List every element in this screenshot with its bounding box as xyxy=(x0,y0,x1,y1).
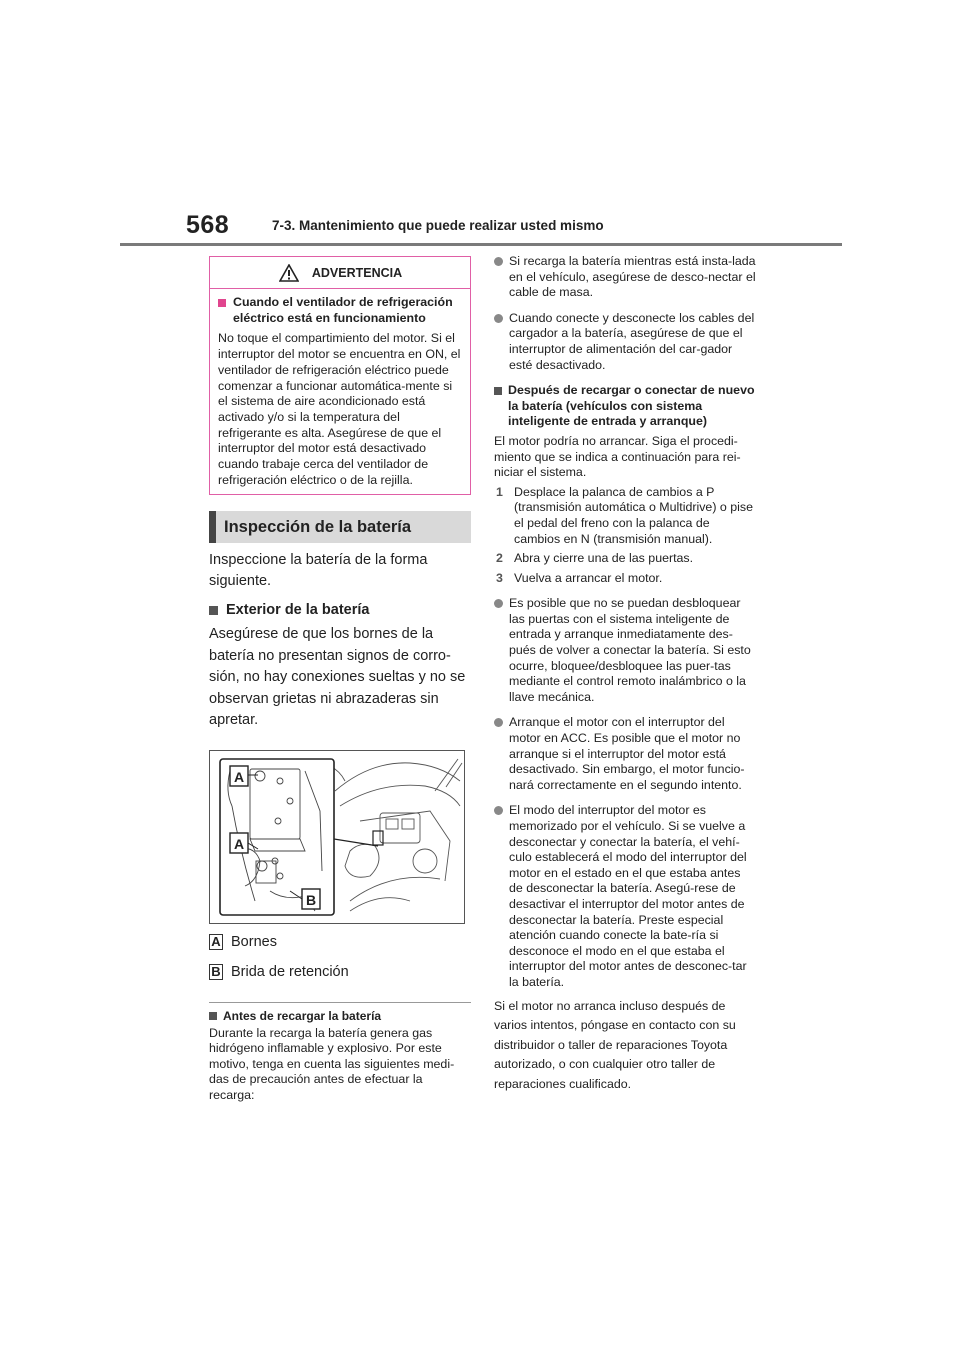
list-item: Si recarga la batería mientras está insta-lada en el vehículo, asegúrese de desco-nectar el cable de masa. xyxy=(494,254,756,301)
figure-label-a-bottom: A xyxy=(233,835,245,852)
figure-label-b: B xyxy=(305,891,317,908)
warning-triangle-icon xyxy=(278,263,300,283)
circle-bullet-icon xyxy=(494,806,503,815)
inspection-title: Inspección de la batería xyxy=(209,511,471,543)
after-recharge-text: El motor podría no arrancar. Siga el procedi-miento que se indica a continuación para rei-niciar el sistema. xyxy=(494,433,741,480)
after-recharge-heading: Después de recargar o conectar de nuevo la batería (vehículos con sistema inteligente de entrada y arranque) xyxy=(494,383,756,430)
circle-bullet-icon xyxy=(494,257,503,266)
warning-text: No toque el compartimiento del motor. Si el interruptor del motor se encuentra en ON, el ventilador de refrigeración eléctrico puede comenzar a funcionar automática-mente si el sistema de aire acondicionado está activado y/o si la temperatura del refrigerante es alta. Asegúrese de que el interruptor del motor está desactivado cuando trabaje cerca del ventilador de refrigeración eléctrico o de la rejilla. xyxy=(218,331,461,487)
list-item: Cuando conecte y desconecte los cables del cargador a la batería, asegúrese de que el interruptor de alimentación del car-gador esté desactivado. xyxy=(494,311,756,373)
section-title: 7-3. Mantenimiento que puede realizar usted mismo xyxy=(272,218,604,233)
legend-key: B xyxy=(209,964,223,980)
exterior-text: Asegúrese de que los bornes de la batería no presentan signos de corro-sión, no hay conexiones sueltas y no se observan grietas ni abrazaderas sin apretar. xyxy=(209,626,466,729)
legend-item xyxy=(209,934,471,950)
legend-label: Brida de retención xyxy=(231,963,349,980)
legend-label: Bornes xyxy=(231,933,277,950)
warning-body xyxy=(210,289,470,494)
square-bullet-icon xyxy=(494,387,502,395)
square-bullet-icon xyxy=(209,1012,217,1020)
recharge-text: Durante la recarga la batería genera gas hidrógeno inflamable y explosivo. Por este motivo, tenga en cuenta las siguientes medi-das de precaución antes de efectuar la recarga: xyxy=(209,1025,455,1102)
list-item: El modo del interruptor del motor es memorizado por el vehículo. Si se vuelve a desconectar y conectar la batería, el vehí-culo establecerá el modo del interruptor del motor en el estado en el que estaba antes de desconectar la batería. Asegú-rese de desactivar el interruptor del motor antes de desconectar la batería. Preste especial atención cuando conecte la bate-ría si desconoce el modo en el que estaba el interruptor del motor antes de desconec-tar la batería. xyxy=(494,803,756,990)
inspection-intro: Inspeccione la batería de la forma siguiente. xyxy=(209,552,428,590)
engine-bay-drawing xyxy=(210,751,464,923)
square-bullet-icon xyxy=(209,606,218,615)
circle-bullet-icon xyxy=(494,599,503,608)
divider xyxy=(209,1002,471,1003)
legend-item xyxy=(209,964,471,980)
step-item: 1 Desplace la palanca de cambios a P (transmisión automática o Multidrive) o pise el pedal del freno con la palanca de cambios en N (transmisión manual). xyxy=(496,484,753,546)
circle-bullet-icon xyxy=(494,314,503,323)
list-item: Es posible que no se puedan desbloquear las puertas con el sistema inteligente de entrada y arranque inmediatamente des-pués de volver a conectar la batería. Si esto ocurre, bloquee/desbloquee las puer-tas mediante el control remoto inalámbrico o la llave mecánica. xyxy=(494,596,756,705)
warning-title: ADVERTENCIA xyxy=(311,265,403,280)
step-item: 3 Vuelva a arrancar el motor. xyxy=(496,570,663,585)
warning-box xyxy=(209,256,471,495)
figure-label-a-top: A xyxy=(233,768,245,785)
warning-header xyxy=(210,257,470,289)
legend-key: A xyxy=(209,934,223,950)
circle-bullet-icon xyxy=(494,718,503,727)
square-bullet-icon xyxy=(218,299,226,307)
right-column xyxy=(494,254,756,1095)
recharge-heading: Antes de recargar la batería xyxy=(209,1009,471,1023)
list-item: Arranque el motor con el interruptor del motor en ACC. Es posible que el motor no arranque si el interruptor del motor está desactivado. Sin embargo, el motor funcio-nará correctamente en el segundo intento. xyxy=(494,715,756,793)
header-rule xyxy=(120,243,842,246)
step-item: 2 Abra y cierre una de las puertas. xyxy=(496,551,694,566)
warning-heading: Cuando el ventilador de refrigeración eléctrico está en funcionamiento xyxy=(218,295,462,326)
final-text: Si el motor no arranca incluso después de varios intentos, póngase en contacto con su distribuidor o taller de reparaciones Toyota autorizado, o con cualquier otro taller de reparaciones cualificado. xyxy=(494,998,736,1091)
left-column xyxy=(209,256,471,1103)
battery-illustration xyxy=(209,750,465,924)
page-number: 568 xyxy=(186,211,230,239)
exterior-heading: Exterior de la batería xyxy=(209,602,471,618)
